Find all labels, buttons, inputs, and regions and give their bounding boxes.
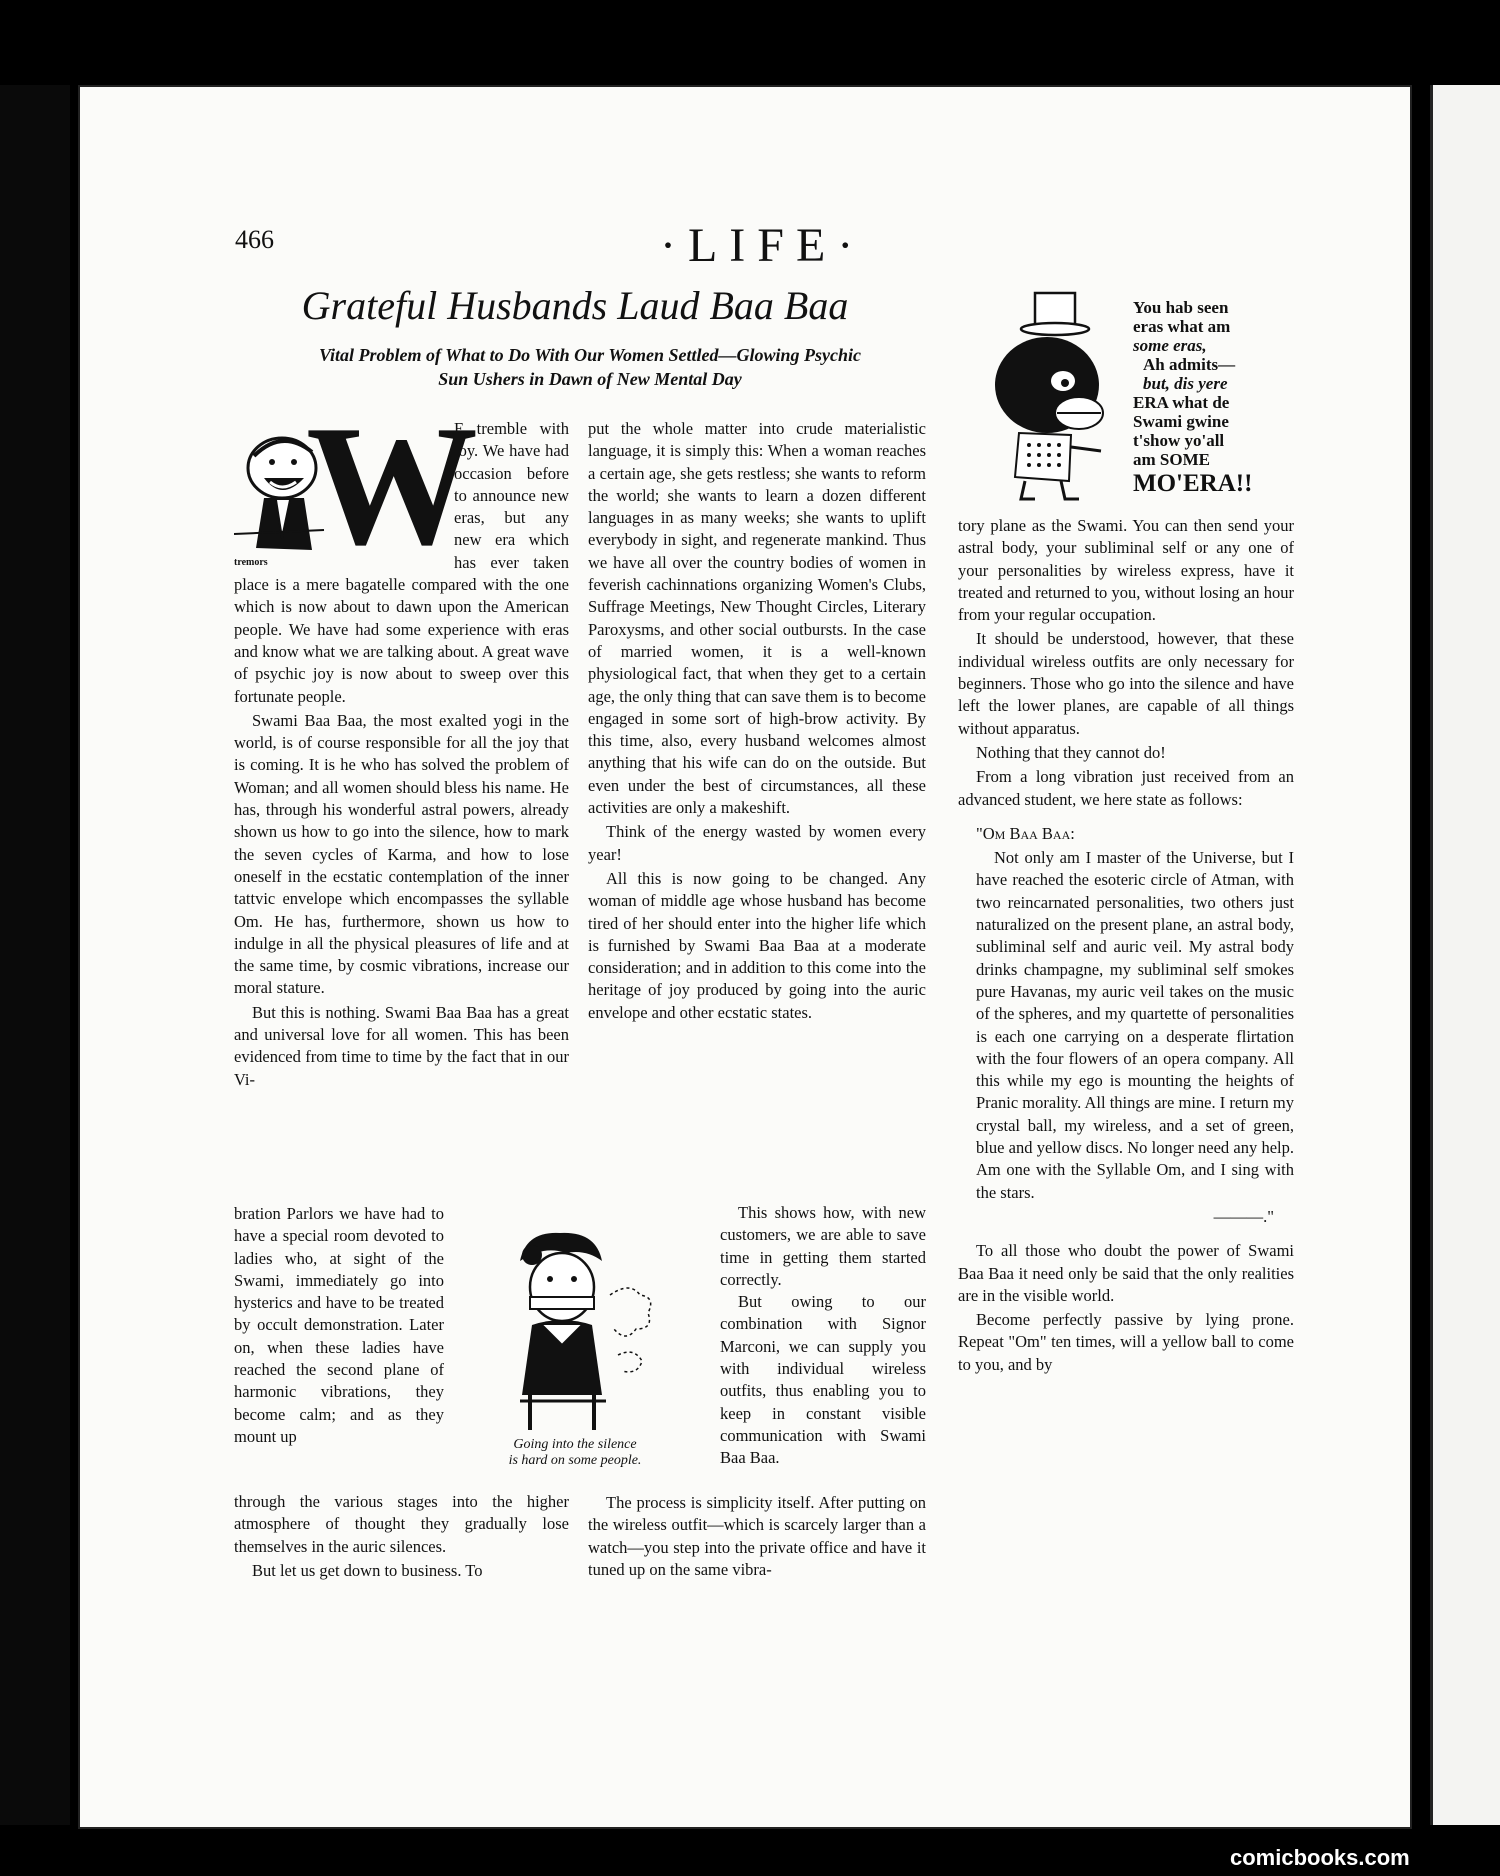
col2-paragraph-6: The process is simplicity itself. After putting on the wireless outfit—which is scarcely larger than a watch—you step into the private office and have it tuned up on the same vibra- [588,1493,926,1579]
column-1 [234,391,569,1093]
woman-gagged-illustration [490,1225,670,1440]
speech-line-4: Ah admits— [1143,355,1236,374]
left-page-edge [0,85,70,1825]
figure-caption-line-2: is hard on some people. [508,1453,642,1468]
col3-paragraph-6: Become perfectly passive by lying prone. Repeat "Om" ten times, will a yellow ball to come to you, and by [958,1310,1294,1374]
speech-line-9: am SOME [1133,450,1210,469]
top-hat-character-illustration [985,285,1135,505]
col2-paragraph-3: All this is now going to be changed. Any woman of middle age whose husband has become tired of her should enter into the higher life which is furnished by Swami Baa Baa at a moderate consideration; and in addition to this come into the heritage of joy produced by going into the auric envelope and other ecstatic states. [588,868,926,1022]
column-3 [958,515,1294,1378]
subhead-line-1: Vital Problem of What to Do With Our Women Settled—Glowing Psychic [318,345,862,365]
dropcap-sign: tremors [234,557,268,568]
col2-paragraph-5: But owing to our combination with Signor Marconi, we can supply you with individual wireless outfits, thus enabling you to keep in constant visible communication with Swami Baa Baa. [720,1292,926,1468]
col1-paragraph-3a: But this is nothing. Swami Baa Baa has a great and universal love for all women. This has been evidenced from time to time by the fact that in our Vi- [234,1002,569,1089]
col1-paragraph-3c: through the various stages into the higher atmosphere of thought they gradually lose themselves in the auric silences. [234,1492,569,1556]
subhead [240,343,940,391]
col1-paragraph-2: Swami Baa Baa, the most exalted yogi in the world, is of course responsible for all the joy that is coming. It is he who has solved the problem of Woman; and all women should bless his name. He has, through his wonderful astral powers, already shown us how to go into the silence, how to mark the seven cycles of Karma, and how to lose oneself in the ecstatic contemplation of the inner tattvic envelope which encompasses the syllable Om. He has, furthermore, shown us how to indulge in all the physical pleasures of life and at the same time, by cosmic vibrations, increase our moral stature. [234,710,569,998]
cartoon-speech-caption [1133,298,1293,499]
col1-wrapped-text [234,1203,444,1448]
col2-wrapped-text [720,1202,926,1470]
speech-line-1: You hab seen [1133,298,1229,317]
col3-paragraph-3: Nothing that they cannot do! [976,742,1166,762]
column-2 [588,418,926,1026]
masthead: ·LIFE· [660,219,866,272]
speech-line-6: ERA what de [1133,393,1230,412]
silence-cartoon [490,1225,670,1440]
dropcap-illustration [234,391,478,581]
col1-paragraph-4: But let us get down to business. To [252,1560,483,1580]
speech-line-5: but, dis yere [1143,374,1228,393]
figure-caption-line-1: Going into the silence [513,1437,637,1452]
col3-paragraph-4: From a long vibration just received from an advanced student, we here state as follows: [958,767,1294,809]
col2-bottom-text [588,1492,926,1581]
col3-quote-open: "Om Baa Baa: [976,823,1075,843]
col2-paragraph-4: This shows how, with new customers, we are able to save time in getting them started correctly. [720,1203,926,1289]
col1-paragraph-3b: bration Parlors we have had to have a special room devoted to ladies who, at sight of the Swami, immediately go into hysterics and have to be treated by occult demonstration. Later on, when these ladies have reached the second plane of harmonic vibrations, they become calm; and as they mount up [234,1204,444,1446]
speech-line-3: some eras, [1133,336,1207,355]
col2-paragraph-2: Think of the energy wasted by women every year! [588,822,926,864]
col3-paragraph-1: tory plane as the Swami. You can then send your astral body, your subliminal self or any one of your personalities by wireless express, have it treated and returned to you, without losing an hour from your regular occupation. [958,516,1294,625]
speech-line-7: Swami gwine [1133,412,1229,431]
right-page-edge [1430,85,1500,1825]
figure-caption [470,1437,680,1469]
watermark: comicbooks.com [1230,1845,1410,1870]
col2-paragraph-1: put the whole matter into crude materialistic language, it is simply this: When a woman reaches a certain age, she gets restless; she wants to reform the world; she wants to learn a dozen different languages in as many weeks; she wants to uplift everybody in sight, and regenerate mankind. Thus we have all over the country bodies of women in feverish cachinnations organizing Women's Clubs, Suffrage Meetings, New Thought Circles, Literary Paroxysms, and other social outbursts. In the case of married women, it is a well-known physiological fact, that when they get to a certain age, the only thing that can save them is to become engaged in some sort of high-brow activity. By this time, also, every husband welcomes almost anything that his wife can do on the outside. But even under the best of circumstances, all these activities are only a makeshift. [588,419,926,818]
speech-line-8: t'show yo'all [1133,431,1225,450]
col1-bottom-text [234,1491,569,1582]
col3-quote-body: Not only am I master of the Universe, but I have reached the esoteric circle of Atman, with two reincarnated personalities, two others just naturalized on the present plane, an astral body, subliminal self and auric veil. My astral body drinks champagne, my subliminal self smokes pure Havanas, my auric veil takes on the music of the spheres, and my quartette of personalities is each one carrying on a desperate flirtation with the four flowers of an opera company. All this while my ego is mounting the heights of Pranic morality. All things are mine. I return my crystal ball, my wireless, and a set of green, blue and yellow discs. No longer need any help. Am one with the Syllable Om, and I sing with the stars. [976,848,1294,1202]
dropcap-letter: W [306,391,478,581]
col3-paragraph-2: It should be understood, however, that these individual wireless outfits are only necessary for beginners. Those who go into the silence and have left the lower planes, are capable of all things without apparatus. [958,629,1294,738]
col3-paragraph-5: To all those who doubt the power of Swami Baa Baa it need only be said that the only realities are in the visible world. [958,1241,1294,1305]
page-number: 466 [235,225,274,254]
speech-line-2: eras what am [1133,317,1231,336]
headline: Grateful Husbands Laud Baa Baa [301,283,849,328]
top-hat-cartoon [985,285,1135,505]
subhead-line-2: Sun Ushers in Dawn of New Mental Day [438,369,742,389]
col1-paragraph-1: E tremble with joy. We have had occasion before to announce new eras, but any new era which has ever taken place is a mere bagatelle compared with the one which is now about to dawn upon the American people. We have had some experience with eras and know what we are talking about. A great wave of psychic joy is now about to sweep over this fortunate people. [234,419,569,706]
col3-quote-sign: ———." [1213,1206,1274,1226]
speech-line-10: MO'ERA!! [1133,470,1253,497]
